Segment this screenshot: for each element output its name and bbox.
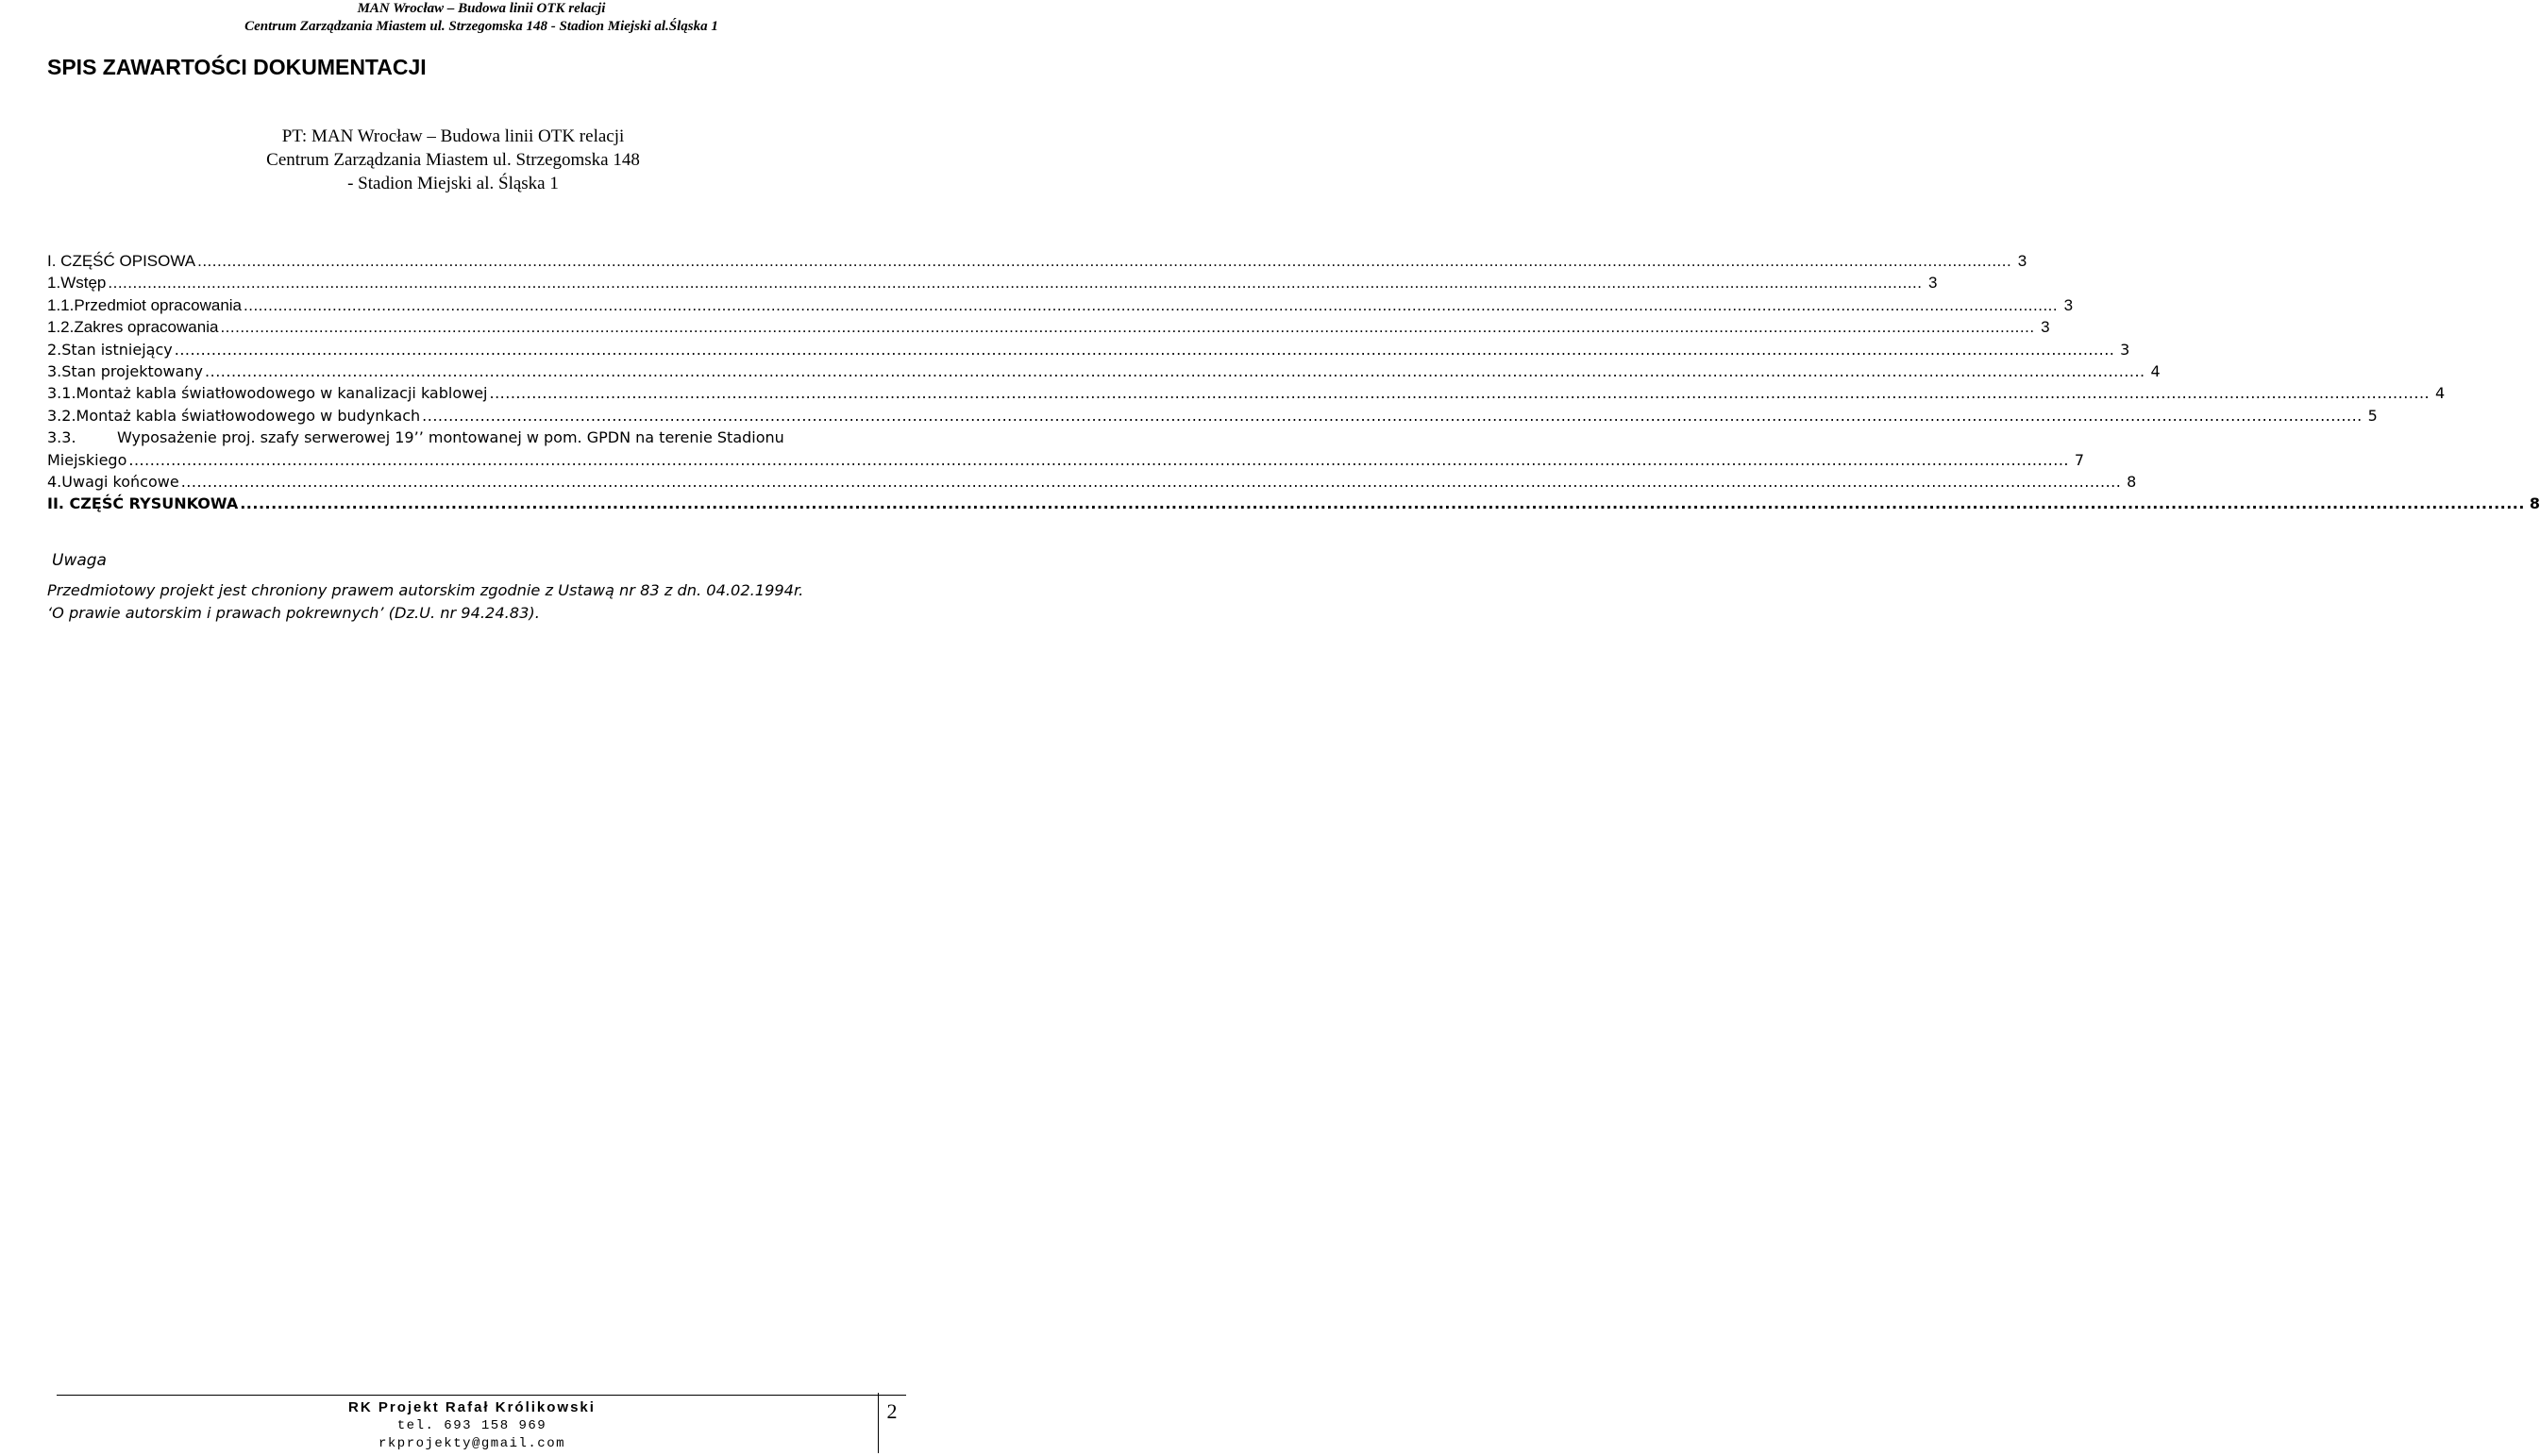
toc-entry-number: 3.3. [47, 428, 76, 447]
toc-entry-page: 4 [2434, 384, 2446, 403]
toc-leader [244, 294, 2058, 316]
toc-leader [108, 272, 1922, 293]
toc-entry-title: I. CZĘŚĆ OPISOWA [47, 252, 196, 270]
note-line-2: ‘O prawie autorskim i prawach pokrewnych’ (Dz.U. nr 94.24.83). [47, 604, 540, 622]
toc-leader [422, 405, 2363, 427]
toc-entry[interactable] [47, 471, 2137, 493]
toc-leader [181, 471, 2122, 493]
toc-entry-page: 4 [2150, 362, 2161, 381]
note-heading: Uwaga [52, 551, 107, 570]
running-header [0, 0, 906, 36]
toc-entry-page: 7 [2074, 450, 2084, 469]
toc-entry-title: Stan projektowany [61, 362, 204, 381]
toc-leader [175, 339, 2115, 360]
project-subject [0, 125, 906, 195]
toc-entry-page: 3 [2063, 295, 2074, 314]
toc-leader [490, 382, 2431, 404]
toc-entry-title: Zakres opracowania [74, 318, 219, 337]
toc-entry-page: 3 [2017, 252, 2027, 270]
toc-entry-page: 8 [2529, 494, 2540, 513]
toc-entry[interactable] [47, 250, 2027, 272]
toc-entry-number: 1.1. [47, 295, 75, 314]
footer [57, 1397, 887, 1453]
toc-entry-number: 1.2. [47, 318, 75, 337]
toc-entry-page: 5 [2367, 406, 2378, 425]
toc-entry[interactable] [47, 405, 2378, 427]
toc-entry-title: Przedmiot opracowania [74, 295, 243, 314]
footer-phone: tel. 693 158 969 [396, 1418, 547, 1433]
toc-entry[interactable] [47, 316, 2050, 338]
toc-entry-title: Wyposażenie proj. szafy serwerowej 19’’ montowanej w pom. GPDN na terenie Stadionu [117, 428, 784, 447]
toc-entry-continuation[interactable] [47, 449, 2084, 471]
toc-entry-number: 3.1. [47, 384, 76, 403]
toc-entry-page: 8 [2127, 473, 2137, 492]
toc-entry[interactable] [47, 360, 2161, 382]
toc-entry-title: Wstęp [60, 274, 107, 293]
toc-leader [197, 250, 2011, 272]
header-line-2: Centrum Zarządzania Miastem ul. Strzegomska 148 - Stadion Miejski al.Śląska 1 [244, 19, 718, 34]
table-of-contents [47, 250, 2540, 515]
toc-entry-page: 3 [2120, 340, 2130, 359]
toc-leader [240, 493, 2525, 514]
toc-entry-title: Montaż kabla światłowodowego w budynkach [76, 406, 421, 425]
subject-line-2: Centrum Zarządzania Miastem ul. Strzegomska 148 [266, 150, 640, 170]
toc-entry-page: 3 [1928, 274, 1938, 293]
subject-line-1: PT: MAN Wrocław – Budowa linii OTK relacji [281, 126, 625, 146]
toc-entry[interactable] [47, 382, 2446, 404]
toc-entry[interactable] [47, 294, 2074, 316]
toc-entry[interactable] [47, 493, 2540, 514]
toc-leader [220, 316, 2034, 338]
toc-entry[interactable] [47, 272, 1938, 293]
toc-entry[interactable] [47, 427, 910, 448]
toc-entry-number: 1. [47, 274, 61, 293]
header-line-1: MAN Wrocław – Budowa linii OTK relacji [357, 1, 606, 16]
footer-company: RK Projekt Rafał Królikowski [348, 1399, 596, 1415]
footer-email: rkprojekty@gmail.com [378, 1436, 566, 1451]
toc-entry-number: 3.2. [47, 406, 76, 425]
toc-leader [205, 360, 2145, 382]
footer-divider [57, 1395, 906, 1396]
toc-entry[interactable] [47, 339, 2130, 360]
toc-entry-title: II. CZĘŚĆ RYSUNKOWA [47, 494, 239, 513]
toc-entry-number: 3. [47, 362, 62, 381]
toc-leader [128, 449, 2069, 471]
toc-entry-title: Stan istniejący [61, 340, 173, 359]
subject-line-3: - Stadion Miejski al. Śląska 1 [347, 174, 559, 193]
toc-entry-title-continued: Miejskiego [47, 450, 127, 469]
page-number: 2 [878, 1393, 905, 1453]
document-title: SPIS ZAWARTOŚCI DOKUMENTACJI [47, 55, 427, 79]
note-line-1: Przedmiotowy projekt jest chroniony prawem autorskim zgodnie z Ustawą nr 83 z dn. 04.02.1994r. [47, 581, 804, 599]
toc-entry-number: 4. [47, 473, 62, 492]
toc-entry-title: Montaż kabla światłowodowego w kanalizacji kablowej [76, 384, 488, 403]
toc-entry-number: 2. [47, 340, 62, 359]
toc-entry-page: 3 [2041, 318, 2050, 337]
toc-entry-title: Uwagi końcowe [61, 473, 179, 492]
copyright-note [47, 579, 908, 625]
